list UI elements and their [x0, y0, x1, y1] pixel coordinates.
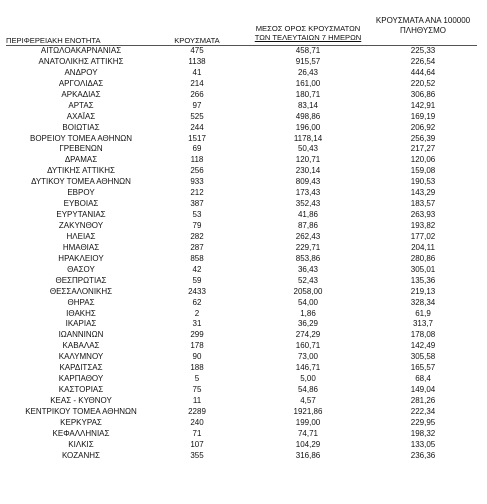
- avg7-cell: 262,43: [295, 231, 321, 241]
- cases-cell: 42: [192, 264, 202, 274]
- cases-cell: 62: [192, 297, 202, 307]
- cases-cell: 858: [190, 253, 204, 263]
- table-row: [0, 309, 487, 320]
- region-cell: ΕΥΡΥΤΑΝΙΑΣ: [56, 210, 106, 220]
- per100k-cell: 281,26: [410, 396, 436, 405]
- per100k-cell: 263,93: [410, 210, 436, 220]
- region-cell: ΔΥΤΙΚΟΥ ΤΟΜΕΑ ΑΘΗΝΩΝ: [31, 177, 131, 187]
- avg7-cell: 2058,00: [293, 286, 323, 296]
- table-row: [0, 155, 487, 166]
- avg7-cell: 161,00: [295, 78, 321, 88]
- table-row: [0, 385, 487, 396]
- cases-cell: 107: [190, 439, 204, 449]
- region-cell: ΑΙΤΩΛΟΑΚΑΡΝΑΝΙΑΣ: [40, 46, 122, 55]
- table-row: [0, 46, 487, 57]
- region-cell: ΘΗΡΑΣ: [67, 297, 95, 307]
- cases-cell: 53: [192, 210, 202, 220]
- table-row: [0, 199, 487, 210]
- cases-cell: 256: [190, 166, 204, 176]
- per100k-cell: 143,29: [410, 188, 436, 198]
- avg7-cell: 229,71: [295, 242, 321, 252]
- avg7-cell: 73,00: [297, 352, 319, 362]
- cases-cell: 933: [190, 177, 204, 187]
- table-row: [0, 101, 487, 112]
- table-row: [0, 287, 487, 298]
- avg7-cell: 196,00: [295, 122, 321, 132]
- region-cell: ΑΧΑΪΑΣ: [66, 111, 96, 121]
- table-row: [0, 123, 487, 134]
- per100k-cell: 256,39: [410, 133, 436, 143]
- cases-cell: 41: [192, 67, 202, 77]
- table-row: [0, 319, 487, 330]
- header-per100k-line2: ΠΛΗΘΥΣΜΟ: [399, 26, 447, 35]
- region-cell: ΒΟΡΕΙΟΥ ΤΟΜΕΑ ΑΘΗΝΩΝ: [29, 133, 133, 143]
- table-row: [0, 418, 487, 429]
- region-cell: ΚΕΑΣ - ΚΥΘΝΟΥ: [50, 396, 112, 405]
- avg7-cell: 146,71: [295, 363, 321, 373]
- region-cell: ΕΒΡΟΥ: [67, 188, 95, 198]
- header-avg7-line1: ΜΕΣΟΣ ΟΡΟΣ ΚΡΟΥΣΜΑΤΩΝ: [255, 24, 361, 33]
- cases-cell: 475: [190, 46, 204, 55]
- cases-cell: 282: [190, 231, 204, 241]
- cases-cell: 2289: [188, 406, 206, 416]
- avg7-cell: 352,43: [295, 199, 321, 209]
- avg7-cell: 83,14: [297, 100, 319, 110]
- avg7-cell: 120,71: [295, 155, 321, 165]
- table-row: [0, 265, 487, 276]
- region-cell: ΖΑΚΥΝΘΟΥ: [58, 221, 104, 230]
- avg7-cell: 54,86: [297, 385, 319, 395]
- avg7-cell: 5,00: [300, 374, 316, 384]
- avg7-cell: 52,43: [297, 275, 319, 285]
- per100k-cell: 142,49: [410, 341, 436, 351]
- avg7-cell: 915,57: [295, 56, 321, 66]
- per100k-cell: 222,34: [410, 406, 436, 416]
- avg7-cell: 26,43: [297, 67, 319, 77]
- table-row: [0, 341, 487, 352]
- per100k-cell: 220,52: [410, 78, 436, 88]
- avg7-cell: 316,86: [295, 450, 321, 460]
- per100k-cell: 142,91: [410, 100, 436, 110]
- avg7-cell: 1,86: [300, 308, 316, 318]
- region-cell: ΑΡΚΑΔΙΑΣ: [61, 89, 101, 99]
- avg7-cell: 274,29: [295, 330, 321, 340]
- cases-cell: 188: [190, 363, 204, 373]
- table-row: [0, 363, 487, 374]
- cases-cell: 387: [190, 199, 204, 209]
- per100k-cell: 133,05: [410, 439, 436, 449]
- header-region: ΠΕΡΙΦΕΡΕΙΑΚΗ ΕΝΟΤΗΤΑ: [6, 36, 101, 45]
- table-body: [0, 46, 487, 462]
- avg7-cell: 173,43: [295, 188, 321, 198]
- avg7-cell: 87,86: [297, 221, 319, 230]
- cases-cell: 1138: [188, 56, 206, 66]
- region-cell: ΚΕΝΤΡΙΚΟΥ ΤΟΜΕΑ ΑΘΗΝΩΝ: [25, 406, 137, 416]
- region-cell: ΑΝΔΡΟΥ: [64, 67, 98, 77]
- region-cell: ΚΕΡΚΥΡΑΣ: [60, 417, 102, 427]
- per100k-cell: 313,7: [412, 319, 434, 329]
- avg7-cell: 853,86: [295, 253, 321, 263]
- region-cell: ΚΑΛΥΜΝΟΥ: [58, 352, 104, 362]
- per100k-cell: 177,02: [410, 231, 436, 241]
- region-cell: ΚΑΡΔΙΤΣΑΣ: [59, 363, 103, 373]
- region-cell: ΒΟΙΩΤΙΑΣ: [62, 122, 100, 132]
- region-cell: ΗΜΑΘΙΑΣ: [62, 242, 100, 252]
- table-row: [0, 451, 487, 462]
- avg7-cell: 160,71: [295, 341, 321, 351]
- region-cell: ΕΥΒΟΙΑΣ: [63, 199, 99, 209]
- avg7-cell: 54,00: [297, 297, 319, 307]
- avg7-cell: 36,29: [297, 319, 319, 329]
- table-row: [0, 221, 487, 232]
- avg7-cell: 1178,14: [293, 133, 323, 143]
- cases-cell: 11: [192, 396, 202, 405]
- cases-cell: 525: [190, 111, 204, 121]
- table-row: [0, 396, 487, 407]
- per100k-cell: 169,19: [410, 111, 436, 121]
- per100k-cell: 178,08: [410, 330, 436, 340]
- header-per100k-line1: ΚΡΟΥΣΜΑΤΑ ΑΝΑ 100000: [375, 16, 471, 25]
- avg7-cell: 458,71: [295, 46, 321, 55]
- region-cell: ΚΑΣΤΟΡΙΑΣ: [58, 385, 104, 395]
- table-row: [0, 243, 487, 254]
- region-cell: ΚΕΦΑΛΛΗΝΙΑΣ: [52, 428, 110, 438]
- per100k-cell: 159,08: [410, 166, 436, 176]
- per100k-cell: 198,32: [410, 428, 436, 438]
- cases-cell: 266: [190, 89, 204, 99]
- table-row: [0, 166, 487, 177]
- per100k-cell: 225,33: [410, 46, 436, 55]
- table-row: [0, 177, 487, 188]
- per100k-cell: 135,36: [410, 275, 436, 285]
- cases-cell: 75: [192, 385, 202, 395]
- region-cell: ΚΑΒΑΛΑΣ: [62, 341, 100, 351]
- per100k-cell: 305,01: [410, 264, 436, 274]
- per100k-cell: 444,64: [410, 67, 436, 77]
- table-row: [0, 407, 487, 418]
- region-cell: ΓΡΕΒΕΝΩΝ: [59, 144, 103, 154]
- region-cell: ΚΑΡΠΑΘΟΥ: [58, 374, 104, 384]
- region-cell: ΙΚΑΡΙΑΣ: [65, 319, 97, 329]
- table-row: [0, 232, 487, 243]
- region-cell: ΑΝΑΤΟΛΙΚΗΣ ΑΤΤΙΚΗΣ: [38, 56, 124, 66]
- table-row: [0, 440, 487, 451]
- region-cell: ΚΟΖΑΝΗΣ: [61, 450, 101, 460]
- avg7-cell: 104,29: [295, 439, 321, 449]
- table-row: [0, 330, 487, 341]
- per100k-cell: 61,9: [415, 308, 431, 318]
- per100k-cell: 219,13: [410, 286, 436, 296]
- avg7-cell: 199,00: [295, 417, 321, 427]
- table-row: [0, 429, 487, 440]
- region-cell: ΔΥΤΙΚΗΣ ΑΤΤΙΚΗΣ: [47, 166, 115, 176]
- avg7-cell: 1921,86: [293, 406, 323, 416]
- cases-cell: 90: [192, 352, 202, 362]
- cases-cell: 69: [192, 144, 202, 154]
- cases-cell: 214: [190, 78, 204, 88]
- region-cell: ΙΘΑΚΗΣ: [66, 308, 96, 318]
- table-row: [0, 57, 487, 68]
- avg7-cell: 41,86: [297, 210, 319, 220]
- per100k-cell: 149,04: [410, 385, 436, 395]
- cases-cell: 2433: [188, 286, 206, 296]
- region-cell: ΘΕΣΣΑΛΟΝΙΚΗΣ: [49, 286, 113, 296]
- avg7-cell: 180,71: [295, 89, 321, 99]
- region-cell: ΙΩΑΝΝΙΝΩΝ: [58, 330, 104, 340]
- per100k-cell: 165,57: [410, 363, 436, 373]
- avg7-cell: 230,14: [295, 166, 321, 176]
- table-row: [0, 298, 487, 309]
- per100k-cell: 229,95: [410, 417, 436, 427]
- cases-cell: 59: [192, 275, 202, 285]
- cases-cell: 118: [190, 155, 204, 165]
- cases-cell: 212: [190, 188, 204, 198]
- per100k-cell: 217,27: [410, 144, 436, 154]
- avg7-cell: 36,43: [297, 264, 319, 274]
- table-row: [0, 144, 487, 155]
- region-cell: ΔΡΑΜΑΣ: [64, 155, 98, 165]
- table-row: [0, 188, 487, 199]
- table-row: [0, 254, 487, 265]
- table-row: [0, 112, 487, 123]
- table-header: [0, 12, 487, 46]
- cases-cell: 31: [192, 319, 202, 329]
- table-row: [0, 79, 487, 90]
- table-row: [0, 134, 487, 145]
- cases-cell: 355: [190, 450, 204, 460]
- per100k-cell: 206,92: [410, 122, 436, 132]
- per100k-cell: 236,36: [410, 450, 436, 460]
- per100k-cell: 280,86: [410, 253, 436, 263]
- header-per100k: [368, 16, 478, 36]
- header-avg7: [250, 24, 366, 42]
- region-cell: ΗΛΕΙΑΣ: [66, 231, 96, 241]
- avg7-cell: 498,86: [295, 111, 321, 121]
- per100k-cell: 193,82: [410, 221, 436, 230]
- per100k-cell: 183,57: [410, 199, 436, 209]
- avg7-cell: 50,43: [297, 144, 319, 154]
- table-row: [0, 352, 487, 363]
- per100k-cell: 190,53: [410, 177, 436, 187]
- region-cell: ΗΡΑΚΛΕΙΟΥ: [58, 253, 104, 263]
- cases-cell: 79: [192, 221, 202, 230]
- per100k-cell: 68,4: [415, 374, 431, 384]
- table-row: [0, 90, 487, 101]
- header-avg7-line2: ΤΩΝ ΤΕΛΕΥΤΑΙΩΝ 7 ΗΜΕΡΩΝ: [254, 33, 362, 42]
- per100k-cell: 305,58: [410, 352, 436, 362]
- table-row: [0, 276, 487, 287]
- region-cell: ΘΑΣΟΥ: [67, 264, 95, 274]
- avg7-cell: 74,71: [297, 428, 319, 438]
- cases-cell: 240: [190, 417, 204, 427]
- table-row: [0, 374, 487, 385]
- per100k-cell: 120,06: [410, 155, 436, 165]
- per100k-cell: 204,11: [411, 242, 435, 252]
- per100k-cell: 226,54: [410, 56, 436, 66]
- cases-cell: 5: [194, 374, 200, 384]
- cases-cell: 1517: [188, 133, 206, 143]
- per100k-cell: 306,86: [410, 89, 436, 99]
- cases-cell: 178: [190, 341, 204, 351]
- table-row: [0, 68, 487, 79]
- region-cell: ΑΡΤΑΣ: [68, 100, 94, 110]
- cases-cell: 287: [190, 242, 204, 252]
- table-row: [0, 210, 487, 221]
- cases-cell: 71: [192, 428, 202, 438]
- cases-cell: 244: [190, 122, 204, 132]
- per100k-cell: 328,34: [410, 297, 436, 307]
- cases-cell: 299: [190, 330, 204, 340]
- region-cell: ΘΕΣΠΡΩΤΙΑΣ: [55, 275, 107, 285]
- cases-cell: 2: [194, 308, 200, 318]
- region-cell: ΚΙΛΚΙΣ: [68, 439, 94, 449]
- cases-cell: 97: [192, 100, 202, 110]
- region-cell: ΑΡΓΟΛΙΔΑΣ: [58, 78, 104, 88]
- avg7-cell: 4,57: [300, 396, 316, 405]
- avg7-cell: 809,43: [295, 177, 321, 187]
- header-cases: ΚΡΟΥΣΜΑΤΑ: [174, 36, 220, 45]
